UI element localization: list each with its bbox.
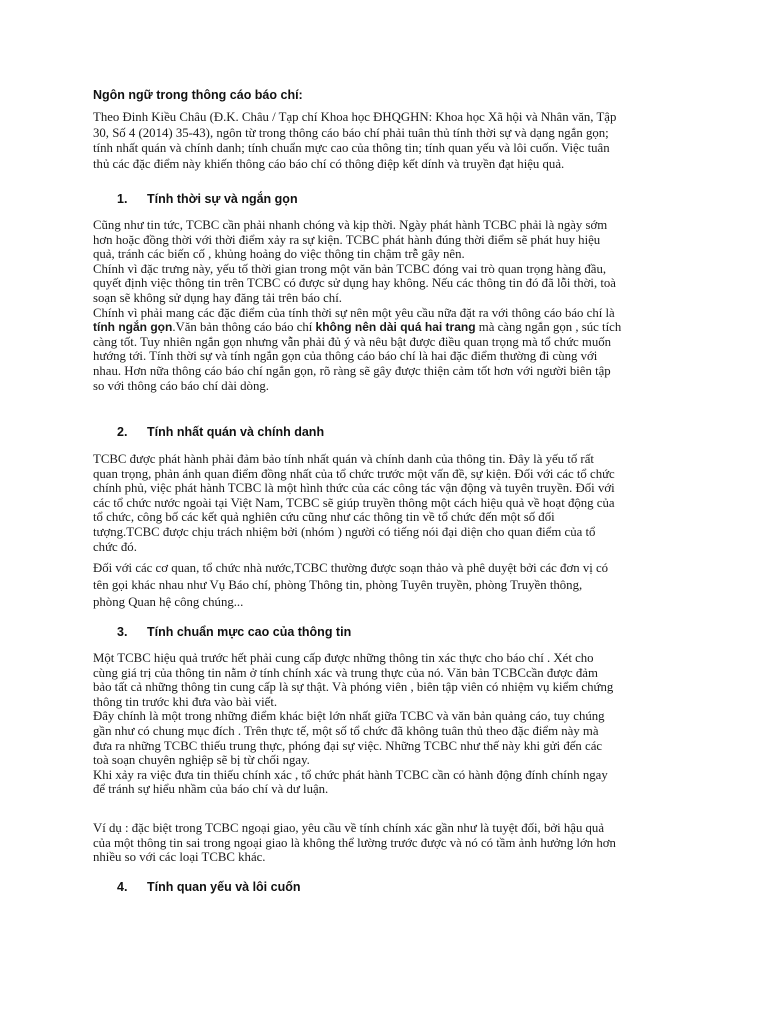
section-number: 3. — [117, 625, 128, 639]
section-3-example — [93, 821, 693, 865]
section-number: 1. — [117, 192, 128, 206]
body-line: soạn sẽ không sử dụng hay đăng tải trên báo chí. — [93, 290, 342, 305]
intro-line: tính nhất quán và chính danh; tính chuẩn mực cao của thông tin; tính quan yếu và lôi cuốn. Việc tuân — [93, 141, 610, 156]
body-line: tổ chức, công bố các kết quả nghiên cứu cũng như các thông tin về tổ chức đến một số đối — [93, 510, 555, 525]
section-4-heading — [117, 880, 301, 894]
section-title: Tính thời sự và ngắn gọn — [147, 192, 298, 206]
body-line: các tổ chức nước ngoài tại Việt Nam, TCBC sẽ giúp truyền thông một cách hiệu quả về hoạt động của — [93, 495, 615, 510]
section-3-body — [93, 651, 693, 797]
body-line: Chính vì phải mang các đặc điểm của tính thời sự nên một yêu cầu nữa đặt ra với thông cáo báo chí là — [93, 305, 615, 320]
body-line: nhau. Hơn nữa thông cáo báo chí ngắn gọn, rõ ràng sẽ gây được thiện cảm tốt hơn với người biên tập — [93, 363, 611, 378]
body-line: gần như có chung mục đích . Trên thực tế, một số tổ chức đã không tuân thủ theo đặc điểm này mà — [93, 723, 599, 738]
body-line: TCBC được phát hành phải đảm bảo tính nhất quán và chính danh của thông tin. Đây là yếu tố rất — [93, 452, 594, 466]
intro-paragraph — [93, 110, 693, 172]
body-line: cùng giá trị của thông tin nằm ở tính chính xác và trung thực của nó. Văn bản TCBCcần được đảm — [93, 665, 598, 680]
body-line: so với thông cáo báo chí dài dòng. — [93, 378, 269, 393]
body-line: quan trọng, phản ánh quan điểm đồng nhất của tổ chức trước một vấn đề, sự kiện. Đối với các tổ chức — [93, 466, 615, 481]
example-line: nhiều so với các loại TCBC khác. — [93, 850, 266, 865]
body-line: Cũng như tin tức, TCBC cần phải nhanh chóng và kịp thời. Ngày phát hành TCBC phải là ngày sớm — [93, 218, 608, 232]
body-line: phòng Quan hệ công chúng... — [93, 595, 244, 610]
body-line: Chính vì đặc trưng này, yếu tố thời gian trong một văn bản TCBC đóng vai trò quan trọng hàng đầu, — [93, 261, 607, 276]
section-number: 2. — [117, 425, 128, 439]
example-line: Ví dụ : đặc biệt trong TCBC ngoại giao, yêu cầu về tính chính xác gần như là tuyệt đối, bởi hậu quả — [93, 821, 605, 835]
section-1-body — [93, 218, 693, 393]
body-line: càng tốt. Tuy nhiên ngắn gọn nhưng vẫn phải đủ ý và nêu bật được điều quan trọng mà tổ chức muốn — [93, 334, 612, 349]
body-line: đưa ra những TCBC thiếu trung thực, phóng đại sự việc. Những TCBC như thế này khi gửi đến các — [93, 738, 603, 753]
body-line: hướng tới. Tính thời sự và tính ngắn gọn của thông cáo báo chí là hai đặc điểm thường đi cùng với — [93, 349, 598, 364]
body-line: toà soạn chuyên nghiệp sẽ bị từ chối ngay. — [93, 753, 310, 768]
section-title: Tính quan yếu và lôi cuốn — [147, 880, 301, 894]
body-line-emphasis: tính ngắn gọn.Văn bản thông cáo báo chí không nên dài quá hai trang mà càng ngắn gọn , súc tích — [93, 320, 622, 335]
document-title: Ngôn ngữ trong thông cáo báo chí: — [93, 88, 303, 102]
bold-emphasis: không nên dài quá hai trang — [315, 320, 476, 335]
body-line: hơn hoặc đồng thời với thời điểm xảy ra sự kiện. TCBC phát hành đúng thời điểm sẽ phát huy hiệu — [93, 232, 601, 247]
section-number: 4. — [117, 880, 128, 894]
body-line: để tránh sự hiểu nhầm của báo chí và dư luận. — [93, 782, 329, 797]
body-line: chức đó. — [93, 539, 137, 554]
section-3-heading — [117, 625, 351, 639]
section-2-heading — [117, 425, 324, 439]
body-line: quyết định việc thông tin trên TCBC có được sử dụng hay không. Nếu các thông tin đó đã lỗi thời, toà — [93, 276, 616, 291]
body-line: Một TCBC hiệu quả trước hết phải cung cấp được những thông tin xác thực cho báo chí . Xét cho — [93, 651, 594, 665]
body-line: Đây chính là một trong những điểm khác biệt lớn nhất giữa TCBC và văn bản quảng cáo, tuy chúng — [93, 709, 605, 724]
intro-line: thủ các đặc điểm này khiến thông cáo báo chí có thông điệp kết dính và truyền đạt hiệu quả. — [93, 156, 565, 171]
bold-emphasis: tính ngắn gọn — [93, 320, 173, 335]
example-line: của một thông tin sai trong ngoại giao là không thể lường trước được và nó có tầm ảnh hưởng lớn hơn — [93, 835, 616, 850]
section-1-heading — [117, 192, 298, 206]
body-line: Khi xảy ra việc đưa tin thiếu chính xác , tổ chức phát hành TCBC cần có hành động đính chính ngay — [93, 767, 608, 782]
body-line: tượng.TCBC được chịu trách nhiệm bởi (nhóm ) người có tiếng nói đại diện cho quan điểm của tổ — [93, 524, 596, 539]
intro-line: 30, Số 4 (2014) 35-43), ngôn từ trong thông cáo báo chí phải tuân thủ tính thời sự và dạng ngắn gọn; — [93, 125, 609, 140]
body-line: bảo tất cả những thông tin cung cấp là sự thật. Và phóng viên , biên tập viên có nhiệm vụ kiểm chứng — [93, 680, 614, 695]
section-title: Tính nhất quán và chính danh — [147, 425, 325, 439]
body-line: chính phủ, việc phát hành TCBC là một hình thức của các công tác vận động và tuyên truyền. Đối với — [93, 481, 615, 496]
body-line: thông tin trước khi đưa vào bài viết. — [93, 694, 278, 709]
section-2-body — [93, 452, 693, 554]
body-line: tên gọi khác nhau như Vụ Báo chí, phòng Thông tin, phòng Tuyên truyền, phòng Truyền thông, — [93, 578, 583, 593]
intro-line: Theo Đinh Kiều Châu (Đ.K. Châu / Tạp chí Khoa học ĐHQGHN: Khoa học Xã hội và Nhân văn, Tập — [93, 110, 617, 124]
section-title: Tính chuẩn mực cao của thông tin — [147, 625, 352, 639]
body-line: Đối với các cơ quan, tổ chức nhà nước,TCBC thường được soạn thảo và phê duyệt bởi các đơn vị có — [93, 561, 609, 575]
section-2-body-continued — [93, 560, 693, 612]
body-line: quả, tránh các biến cố , khủng hoảng do việc thông tin chậm trễ gây nên. — [93, 247, 465, 262]
